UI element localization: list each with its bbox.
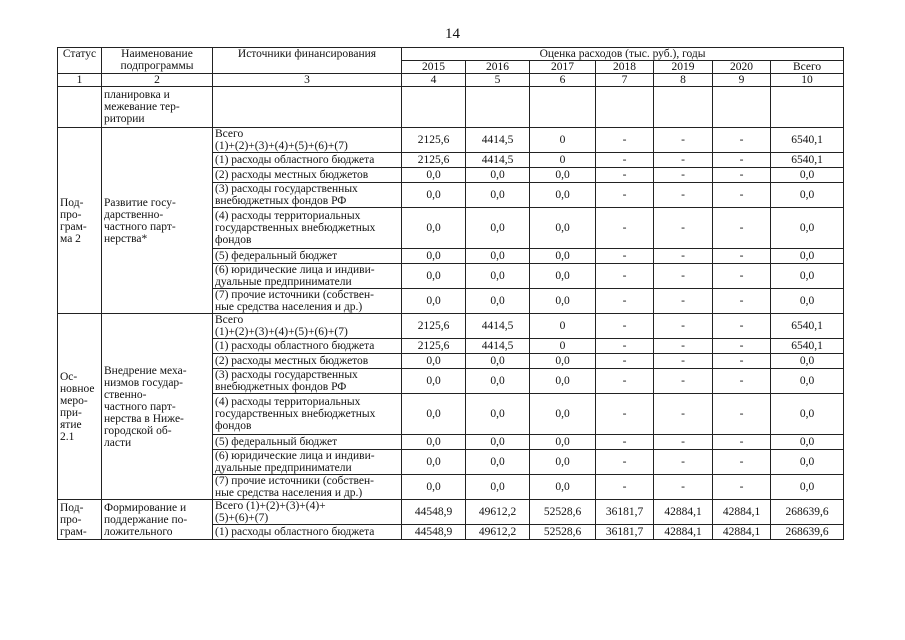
value-cell: 52528,6	[530, 500, 596, 525]
value-cell: 0,0	[530, 354, 596, 369]
value-cell: 6540,1	[771, 153, 844, 168]
source-cell: (7) прочие источники (собствен- ные средства населения и др.)	[213, 475, 402, 500]
status-cell: Ос- новное меро- при- ятие 2.1	[58, 314, 102, 500]
value-cell: 0,0	[402, 435, 466, 450]
value-cell: 0,0	[771, 168, 844, 183]
name-cell: планировка и межевание тер- ритории	[102, 87, 213, 128]
value-cell: 268639,6	[771, 500, 844, 525]
header-year: 2019	[654, 61, 713, 74]
budget-table	[57, 47, 844, 540]
value-cell: -	[654, 394, 713, 435]
header-year: 2017	[530, 61, 596, 74]
value-cell: 0,0	[466, 289, 530, 314]
value-cell: -	[713, 339, 771, 354]
source-cell: (7) прочие источники (собствен- ные средства населения и др.)	[213, 289, 402, 314]
value-cell: -	[654, 450, 713, 475]
value-cell: 42884,1	[713, 525, 771, 540]
value-cell: -	[654, 208, 713, 249]
value-cell: 0,0	[466, 264, 530, 289]
value-cell: 0,0	[771, 475, 844, 500]
value-cell: 0,0	[402, 168, 466, 183]
table-row	[58, 87, 844, 128]
value-cell: 6540,1	[771, 339, 844, 354]
page-number: 14	[445, 26, 460, 42]
value-cell: -	[713, 394, 771, 435]
value-cell: -	[596, 208, 654, 249]
value-cell: 36181,7	[596, 500, 654, 525]
value-cell: 0,0	[466, 435, 530, 450]
value-cell: 0,0	[466, 168, 530, 183]
column-number: 8	[654, 74, 713, 87]
value-cell: 0,0	[530, 249, 596, 264]
table-row	[58, 314, 844, 339]
value-cell: 0,0	[530, 289, 596, 314]
value-cell: 52528,6	[530, 525, 596, 540]
value-cell: -	[654, 264, 713, 289]
header-status: Статус	[58, 48, 102, 74]
value-cell: 2125,6	[402, 314, 466, 339]
value-cell: 0,0	[530, 450, 596, 475]
value-cell: -	[596, 168, 654, 183]
value-cell: 0,0	[530, 168, 596, 183]
value-cell: 0,0	[402, 208, 466, 249]
value-cell: -	[596, 450, 654, 475]
empty-cell	[213, 87, 402, 128]
value-cell: 0,0	[466, 475, 530, 500]
value-cell: -	[654, 168, 713, 183]
header-name: Наименование подпрограммы	[102, 48, 213, 74]
value-cell: -	[654, 354, 713, 369]
value-cell: -	[654, 249, 713, 264]
value-cell: 0,0	[466, 354, 530, 369]
status-cell: Под- про- грам-	[58, 500, 102, 540]
value-cell: 0,0	[402, 183, 466, 208]
value-cell: 268639,6	[771, 525, 844, 540]
value-cell: 0,0	[771, 289, 844, 314]
source-cell: (1) расходы областного бюджета	[213, 339, 402, 354]
value-cell: -	[713, 264, 771, 289]
header-sources: Источники финансирования	[213, 48, 402, 74]
value-cell: -	[654, 289, 713, 314]
value-cell: 0,0	[402, 289, 466, 314]
header-year: 2016	[466, 61, 530, 74]
value-cell: 0,0	[466, 369, 530, 394]
source-cell: (4) расходы территориальных государственных внебюджетных фондов	[213, 394, 402, 435]
name-cell: Развитие госу- дарственно- частного парт- нерства*	[102, 128, 213, 314]
source-cell: (2) расходы местных бюджетов	[213, 354, 402, 369]
value-cell: 36181,7	[596, 525, 654, 540]
value-cell: -	[596, 314, 654, 339]
value-cell: -	[654, 314, 713, 339]
value-cell: -	[713, 369, 771, 394]
header-year: 2020	[713, 61, 771, 74]
value-cell: -	[713, 249, 771, 264]
value-cell: 42884,1	[713, 500, 771, 525]
value-cell: 0,0	[530, 183, 596, 208]
empty-cell	[771, 87, 844, 128]
value-cell: 0,0	[402, 249, 466, 264]
empty-cell	[596, 87, 654, 128]
value-cell: 4414,5	[466, 128, 530, 153]
column-number: 2	[102, 74, 213, 87]
value-cell: -	[596, 183, 654, 208]
value-cell: 0	[530, 153, 596, 168]
value-cell: 4414,5	[466, 314, 530, 339]
value-cell: 0,0	[530, 264, 596, 289]
value-cell: -	[654, 128, 713, 153]
value-cell: -	[654, 369, 713, 394]
source-cell: (1) расходы областного бюджета	[213, 153, 402, 168]
header-year: Всего	[771, 61, 844, 74]
value-cell: 44548,9	[402, 500, 466, 525]
header-year: 2015	[402, 61, 466, 74]
value-cell: -	[713, 475, 771, 500]
value-cell: -	[654, 153, 713, 168]
table-row	[58, 128, 844, 153]
source-cell: (5) федеральный бюджет	[213, 435, 402, 450]
source-cell: (1) расходы областного бюджета	[213, 525, 402, 540]
value-cell: 44548,9	[402, 525, 466, 540]
value-cell: 0,0	[402, 450, 466, 475]
value-cell: 0,0	[771, 450, 844, 475]
status-cell: Под- про- грам- ма 2	[58, 128, 102, 314]
value-cell: -	[596, 339, 654, 354]
value-cell: -	[596, 249, 654, 264]
value-cell: 0,0	[402, 264, 466, 289]
column-number: 3	[213, 74, 402, 87]
value-cell: -	[654, 339, 713, 354]
value-cell: 0,0	[530, 394, 596, 435]
column-number: 6	[530, 74, 596, 87]
value-cell: -	[713, 168, 771, 183]
value-cell: 0,0	[466, 183, 530, 208]
value-cell: 0,0	[771, 369, 844, 394]
value-cell: 0,0	[466, 249, 530, 264]
value-cell: 0	[530, 339, 596, 354]
value-cell: 6540,1	[771, 128, 844, 153]
value-cell: 0,0	[402, 369, 466, 394]
value-cell: 0,0	[530, 208, 596, 249]
value-cell: 42884,1	[654, 525, 713, 540]
value-cell: -	[713, 208, 771, 249]
value-cell: 0,0	[771, 354, 844, 369]
value-cell: -	[713, 289, 771, 314]
column-number: 9	[713, 74, 771, 87]
value-cell: 0	[530, 128, 596, 153]
value-cell: 0,0	[466, 208, 530, 249]
column-number: 10	[771, 74, 844, 87]
value-cell: 0,0	[771, 264, 844, 289]
source-cell: (3) расходы государственных внебюджетных фондов РФ	[213, 183, 402, 208]
value-cell: 4414,5	[466, 339, 530, 354]
column-number: 1	[58, 74, 102, 87]
value-cell: -	[596, 394, 654, 435]
value-cell: -	[713, 183, 771, 208]
source-cell: (6) юридические лица и индиви- дуальные предприниматели	[213, 450, 402, 475]
value-cell: -	[596, 153, 654, 168]
value-cell: 0,0	[771, 435, 844, 450]
value-cell: 0,0	[466, 394, 530, 435]
value-cell: -	[596, 289, 654, 314]
empty-cell	[402, 87, 466, 128]
value-cell: 0,0	[771, 183, 844, 208]
name-cell: Формирование и поддержание по- ложительного	[102, 500, 213, 540]
value-cell: -	[713, 314, 771, 339]
empty-cell	[530, 87, 596, 128]
value-cell: -	[596, 264, 654, 289]
value-cell: 42884,1	[654, 500, 713, 525]
value-cell: 0,0	[402, 475, 466, 500]
value-cell: -	[713, 435, 771, 450]
column-number: 5	[466, 74, 530, 87]
empty-cell	[466, 87, 530, 128]
value-cell: 0,0	[771, 394, 844, 435]
value-cell: -	[713, 354, 771, 369]
column-number: 4	[402, 74, 466, 87]
name-cell: Внедрение меха- низмов государ- ственно- частного парт- нерства в Ниже- городской об- ласти	[102, 314, 213, 500]
value-cell: -	[713, 128, 771, 153]
value-cell: -	[596, 475, 654, 500]
value-cell: 0,0	[530, 369, 596, 394]
value-cell: -	[596, 435, 654, 450]
value-cell: 0,0	[771, 208, 844, 249]
source-cell: Всего (1)+(2)+(3)+(4)+ (5)+(6)+(7)	[213, 500, 402, 525]
header-year: 2018	[596, 61, 654, 74]
value-cell: 0,0	[402, 354, 466, 369]
source-cell: (6) юридические лица и индиви- дуальные предприниматели	[213, 264, 402, 289]
value-cell: -	[596, 354, 654, 369]
value-cell: 0,0	[530, 475, 596, 500]
value-cell: -	[713, 153, 771, 168]
source-cell: (3) расходы государственных внебюджетных фондов РФ	[213, 369, 402, 394]
value-cell: 2125,6	[402, 339, 466, 354]
value-cell: 6540,1	[771, 314, 844, 339]
empty-cell	[713, 87, 771, 128]
source-cell: Всего (1)+(2)+(3)+(4)+(5)+(6)+(7)	[213, 314, 402, 339]
value-cell: 49612,2	[466, 525, 530, 540]
status-cell	[58, 87, 102, 128]
value-cell: 0,0	[402, 394, 466, 435]
column-number: 7	[596, 74, 654, 87]
source-cell: (5) федеральный бюджет	[213, 249, 402, 264]
value-cell: 2125,6	[402, 153, 466, 168]
value-cell: 4414,5	[466, 153, 530, 168]
value-cell: -	[713, 450, 771, 475]
value-cell: 2125,6	[402, 128, 466, 153]
value-cell: 0,0	[466, 450, 530, 475]
value-cell: -	[654, 475, 713, 500]
source-cell: (2) расходы местных бюджетов	[213, 168, 402, 183]
value-cell: -	[654, 183, 713, 208]
value-cell: 0,0	[771, 249, 844, 264]
value-cell: 49612,2	[466, 500, 530, 525]
table-row	[58, 500, 844, 525]
header-estimate: Оценка расходов (тыс. руб.), годы	[402, 48, 844, 61]
value-cell: -	[596, 369, 654, 394]
empty-cell	[654, 87, 713, 128]
source-cell: Всего (1)+(2)+(3)+(4)+(5)+(6)+(7)	[213, 128, 402, 153]
value-cell: -	[596, 128, 654, 153]
source-cell: (4) расходы территориальных государственных внебюджетных фондов	[213, 208, 402, 249]
value-cell: -	[654, 435, 713, 450]
value-cell: 0	[530, 314, 596, 339]
value-cell: 0,0	[530, 435, 596, 450]
